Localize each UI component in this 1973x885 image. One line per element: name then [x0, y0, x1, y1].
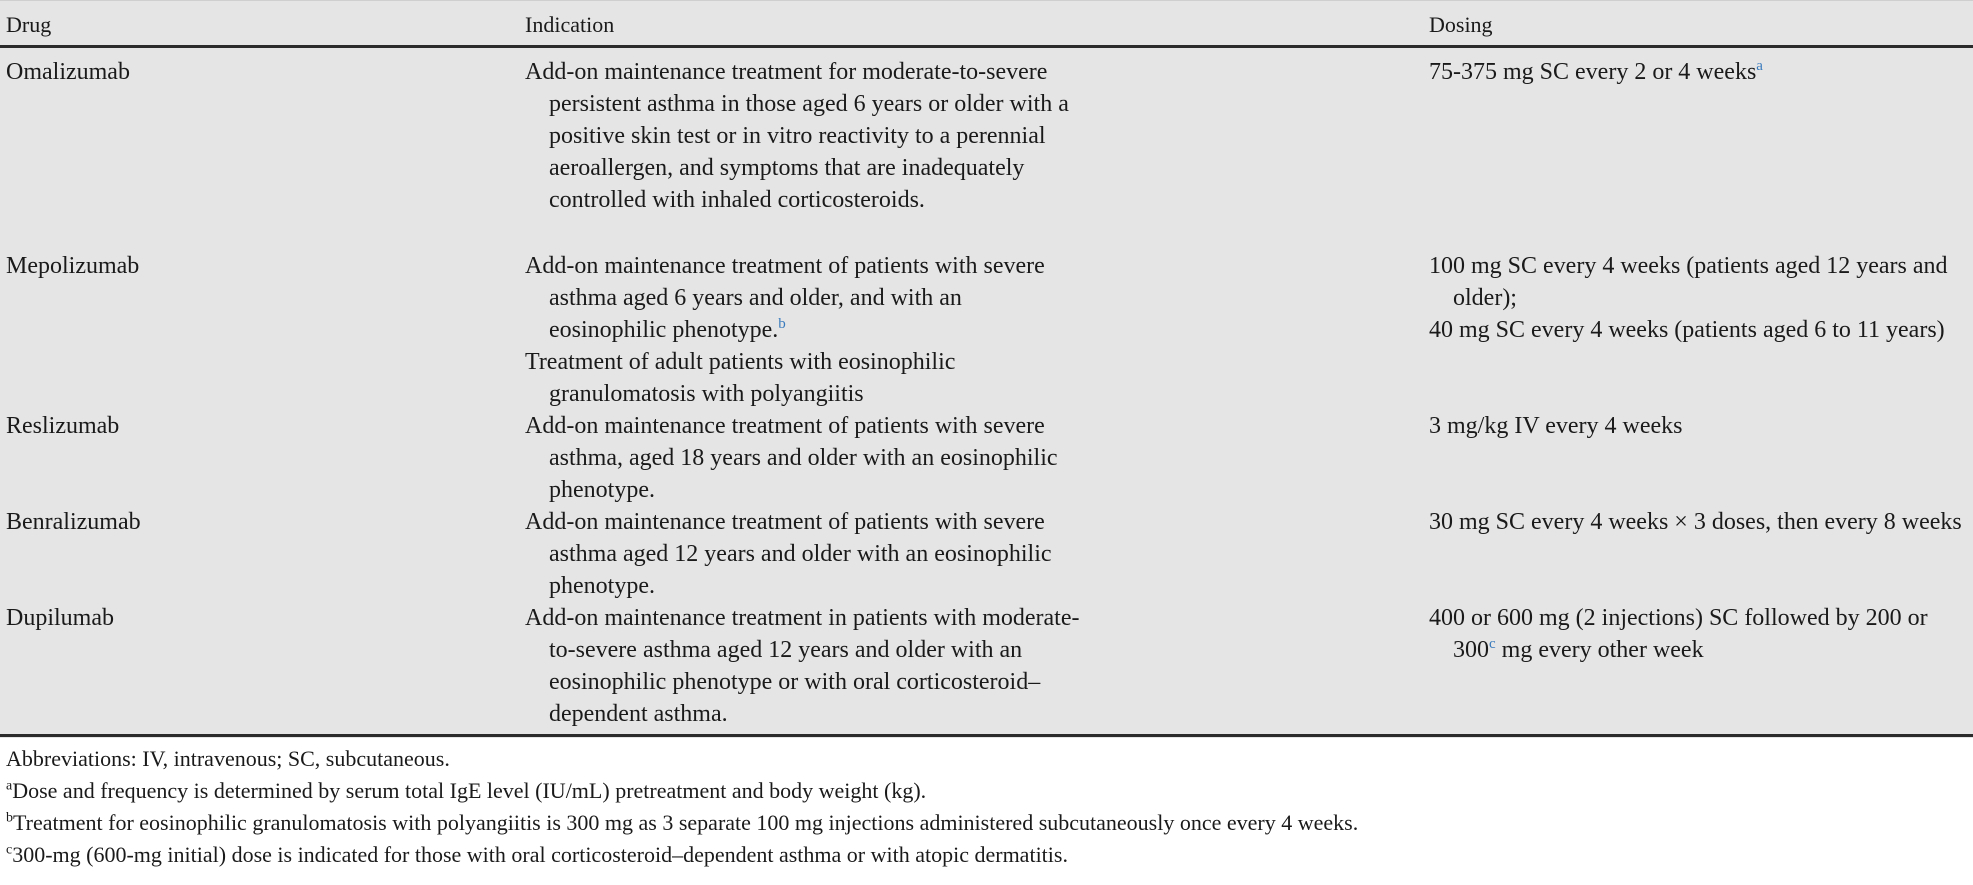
footnote-c-text: 300-mg (600-mg initial) dose is indicated for those with oral corticosteroid–dependent asthma or with atopic dermatitis.	[12, 842, 1068, 867]
dosing-cell	[1429, 602, 1969, 666]
dosing-cell	[1429, 56, 1969, 88]
footnote-c	[6, 842, 1068, 868]
dosing-value: 75-375 mg SC every 2 or 4 weeks	[1429, 59, 1757, 85]
dosing-value: 400 or 600 mg (2 injections) SC followed by 200 or 300	[1429, 605, 1928, 663]
dosing-text: 30 mg SC every 4 weeks × 3 doses, then every 8 weeks	[1429, 509, 1962, 535]
indication-text: Treatment of adult patients with eosinophilic granulomatosis with polyangiitis	[525, 349, 956, 407]
dosing-text: 100 mg SC every 4 weeks (patients aged 12 years and older);	[1429, 253, 1948, 311]
indication-cell	[525, 250, 1085, 410]
footnote-b-text: Treatment for eosinophilic granulomatosis with polyangiitis is 300 mg as 3 separate 100 mg injections administered subcutaneously once every 4 weeks.	[13, 810, 1359, 835]
footnote-a	[6, 778, 926, 804]
drug-name: Reslizumab	[6, 413, 120, 439]
footnote-b-link[interactable]: b	[778, 316, 786, 332]
table-bottom-rule	[0, 734, 1973, 737]
dosing-cell	[1429, 410, 1969, 442]
indication-text: Add-on maintenance treatment for moderate-to-severe persistent asthma in those aged 6 years or older with a positive skin test or in vitro reactivity to a perennial aeroallergen, and symptoms that are inadequately controlled with inhaled corticosteroids.	[525, 59, 1069, 213]
indication-text: Add-on maintenance treatment in patients with moderate-to-severe asthma aged 12 years and older with an eosinophilic phenotype or with oral corticosteroid–dependent asthma.	[525, 605, 1080, 727]
dosing-text	[1429, 56, 1969, 88]
footnote-a-text: Dose and frequency is determined by serum total IgE level (IU/mL) pretreatment and body weight (kg).	[12, 778, 927, 803]
header-drug: Drug	[6, 12, 52, 37]
footnote-a-mark: a	[6, 778, 13, 794]
table-header	[0, 0, 1973, 48]
dosing-value-tail: mg every other week	[1495, 637, 1704, 663]
footnote-c-link[interactable]: c	[1489, 636, 1496, 652]
indication-cell	[525, 56, 1085, 216]
footnote-b-mark: b	[6, 810, 13, 826]
footnote-b	[6, 810, 1358, 836]
dosing-text	[1429, 602, 1969, 666]
footnote-abbreviations: Abbreviations: IV, intravenous; SC, subcutaneous.	[6, 746, 450, 771]
header-indication: Indication	[525, 12, 615, 37]
dosing-text: 3 mg/kg IV every 4 weeks	[1429, 413, 1683, 439]
header-dosing: Dosing	[1429, 12, 1493, 37]
indication-value: Add-on maintenance treatment of patients with severe asthma aged 6 years and older, and with an eosinophilic phenotype.	[525, 253, 1045, 343]
indication-text	[525, 250, 1085, 346]
dosing-text: 40 mg SC every 4 weeks (patients aged 6 to 11 years)	[1429, 317, 1945, 343]
drug-name: Mepolizumab	[6, 253, 140, 279]
dosing-cell	[1429, 250, 1969, 346]
indication-cell	[525, 506, 1085, 602]
footnote-c-mark: c	[6, 842, 13, 858]
drug-name: Omalizumab	[6, 59, 130, 85]
footnote-a-link[interactable]: a	[1756, 58, 1763, 74]
indication-text: Add-on maintenance treatment of patients with severe asthma, aged 18 years and older with an eosinophilic phenotype.	[525, 413, 1058, 503]
dosing-cell	[1429, 506, 1969, 538]
indication-cell	[525, 410, 1085, 506]
drug-name: Dupilumab	[6, 605, 114, 631]
indication-cell	[525, 602, 1085, 730]
indication-text: Add-on maintenance treatment of patients with severe asthma aged 12 years and older with an eosinophilic phenotype.	[525, 509, 1052, 599]
drug-name: Benralizumab	[6, 509, 141, 535]
